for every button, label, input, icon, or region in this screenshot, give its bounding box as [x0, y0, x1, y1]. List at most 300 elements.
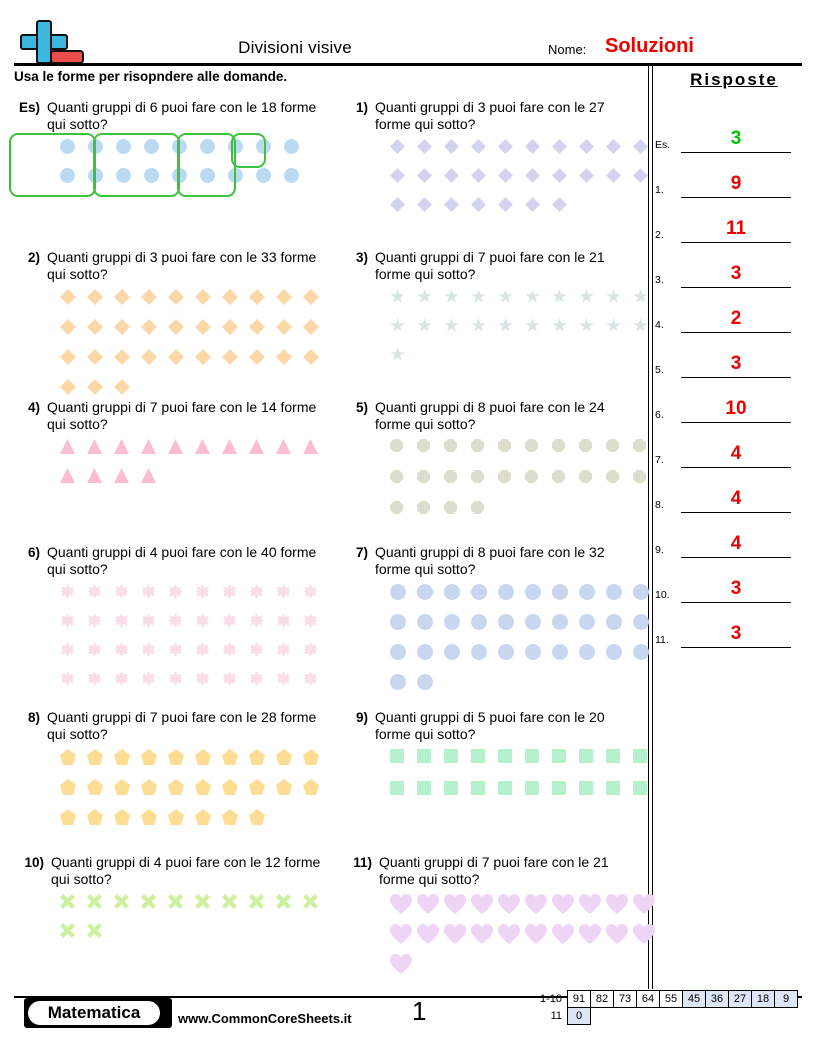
shape-heart	[444, 894, 466, 914]
answer-value: 3	[730, 128, 742, 149]
shape-circle	[471, 614, 487, 630]
scale-cell: 82	[591, 991, 614, 1008]
shape-heart	[417, 924, 439, 944]
shape-star6	[114, 642, 129, 657]
shape-star5	[525, 318, 540, 333]
question-q3	[344, 249, 644, 376]
question-header	[344, 709, 644, 743]
shape-heart	[471, 894, 493, 914]
shape-square	[444, 781, 458, 795]
shape-star6	[222, 584, 237, 599]
shape-triangle	[222, 439, 237, 454]
answer-value: 3	[730, 578, 742, 599]
shape-row	[60, 749, 334, 779]
worksheet-title: Divisioni visive	[238, 38, 352, 57]
shape-diamond	[417, 197, 432, 212]
shape-octagon	[579, 470, 592, 483]
question-header	[344, 544, 644, 578]
shape-octagon	[444, 439, 457, 452]
shape-circle	[284, 139, 299, 154]
shape-circle	[579, 584, 595, 600]
answer-row	[655, 243, 805, 288]
shape-star6	[87, 584, 102, 599]
shape-pentagon	[303, 779, 319, 795]
shape-star5	[579, 289, 594, 304]
shape-circle	[60, 168, 75, 183]
shape-grid	[344, 439, 644, 532]
shape-diamond	[249, 319, 265, 335]
answer-number: 2.	[655, 229, 664, 241]
scale-row-label: 1-10	[539, 993, 562, 1005]
scale-cell: 9	[775, 991, 798, 1008]
shape-square	[525, 749, 539, 763]
shape-diamond	[444, 197, 459, 212]
scale-cell-empty	[637, 1008, 660, 1025]
shape-square	[390, 781, 404, 795]
scale-cell: 18	[752, 991, 775, 1008]
shape-triangle	[141, 468, 156, 483]
shape-cross	[141, 894, 156, 909]
answer-number: 10.	[655, 589, 670, 601]
shape-heart	[471, 924, 493, 944]
shape-pentagon	[141, 749, 157, 765]
shape-circle	[417, 614, 433, 630]
shape-diamond	[168, 319, 184, 335]
question-header	[14, 709, 334, 743]
shape-star5	[606, 318, 621, 333]
shape-diamond	[471, 168, 486, 183]
shape-diamond	[471, 139, 486, 154]
shape-star6	[141, 613, 156, 628]
shape-diamond	[60, 319, 76, 335]
shape-diamond	[498, 168, 513, 183]
shape-diamond	[87, 349, 103, 365]
shape-triangle	[60, 468, 75, 483]
shape-row	[60, 289, 334, 319]
answer-number: 3.	[655, 274, 664, 286]
shape-pentagon	[276, 749, 292, 765]
shape-cross	[87, 894, 102, 909]
shape-star5	[444, 318, 459, 333]
shape-pentagon	[168, 779, 184, 795]
question-label: 8)	[27, 710, 40, 725]
shape-triangle	[87, 468, 102, 483]
shape-circle	[116, 139, 131, 154]
shape-diamond	[498, 139, 513, 154]
shape-cross	[114, 894, 129, 909]
shape-diamond	[60, 289, 76, 305]
shape-diamond	[552, 197, 567, 212]
scale-row	[528, 991, 798, 1008]
shape-diamond	[417, 168, 432, 183]
shape-star5	[417, 289, 432, 304]
answers-list	[655, 108, 805, 648]
shape-pentagon	[60, 749, 76, 765]
shape-circle	[417, 584, 433, 600]
shape-row	[390, 439, 644, 470]
shape-star5	[525, 289, 540, 304]
shape-diamond	[444, 139, 459, 154]
shape-star6	[141, 584, 156, 599]
shape-square	[606, 749, 620, 763]
shape-octagon	[579, 439, 592, 452]
shape-octagon	[444, 470, 457, 483]
shape-heart	[552, 924, 574, 944]
answer-value: 4	[730, 533, 742, 554]
question-text: Quanti gruppi di 7 puoi fare con le 28 forme qui sotto?	[47, 709, 317, 742]
shape-row	[390, 781, 644, 813]
shape-pentagon	[195, 779, 211, 795]
shape-grid	[14, 139, 334, 197]
question-label: 5)	[355, 400, 368, 415]
answer-number: 8.	[655, 499, 664, 511]
shape-diamond	[168, 349, 184, 365]
shape-heart	[390, 894, 412, 914]
shape-circle	[390, 674, 406, 690]
shape-grid	[344, 584, 644, 704]
shape-cross	[60, 923, 75, 938]
shape-heart	[606, 924, 628, 944]
shape-star6	[168, 671, 183, 686]
answer-row	[655, 108, 805, 153]
shape-heart	[579, 924, 601, 944]
shape-star6	[168, 613, 183, 628]
question-header	[344, 399, 644, 433]
shape-row	[390, 347, 644, 376]
shape-star6	[114, 584, 129, 599]
scale-cell: 91	[568, 991, 591, 1008]
shape-grid	[344, 894, 644, 984]
shape-heart	[579, 894, 601, 914]
shape-diamond	[444, 168, 459, 183]
shape-octagon	[444, 501, 457, 514]
question-text: Quanti gruppi di 3 puoi fare con le 33 forme qui sotto?	[47, 249, 317, 282]
answer-row	[655, 378, 805, 423]
answer-value: 3	[730, 623, 742, 644]
shape-diamond	[114, 379, 130, 395]
shape-diamond	[390, 168, 405, 183]
shape-cross	[222, 894, 237, 909]
shape-heart	[525, 894, 547, 914]
shape-row	[390, 318, 644, 347]
shape-circle	[144, 139, 159, 154]
shape-star5	[471, 318, 486, 333]
shape-row	[390, 674, 644, 704]
question-text: Quanti gruppi di 8 puoi fare con le 24 forme qui sotto?	[375, 399, 605, 432]
shape-circle	[116, 168, 131, 183]
shape-circle	[498, 584, 514, 600]
shape-diamond	[195, 349, 211, 365]
shape-circle	[471, 584, 487, 600]
shape-circle	[633, 614, 649, 630]
column-divider	[648, 64, 653, 989]
shape-diamond	[141, 289, 157, 305]
shape-heart	[498, 894, 520, 914]
shape-row	[390, 197, 644, 226]
shape-octagon	[390, 501, 403, 514]
shape-row	[390, 470, 644, 501]
shape-diamond	[303, 349, 319, 365]
answer-row	[655, 423, 805, 468]
shape-cross	[276, 894, 291, 909]
question-text: Quanti gruppi di 6 puoi fare con le 18 forme qui sotto?	[47, 99, 317, 132]
shape-diamond	[114, 319, 130, 335]
shape-star6	[195, 671, 210, 686]
shape-heart	[390, 924, 412, 944]
question-q4	[14, 399, 334, 497]
shape-diamond	[303, 289, 319, 305]
shape-pentagon	[141, 779, 157, 795]
shape-diamond	[633, 168, 648, 183]
grading-scale-table	[528, 990, 798, 1025]
shape-circle	[444, 644, 460, 660]
scale-cell-empty	[729, 1008, 752, 1025]
shape-row	[60, 671, 334, 700]
answer-value: 11	[725, 218, 747, 239]
shape-octagon	[606, 470, 619, 483]
shape-circle	[633, 644, 649, 660]
shape-square	[417, 749, 431, 763]
shape-star6	[276, 642, 291, 657]
shape-row	[390, 501, 644, 532]
shape-octagon	[498, 439, 511, 452]
shape-pentagon	[60, 809, 76, 825]
shape-diamond	[249, 349, 265, 365]
subject-badge	[24, 998, 172, 1028]
shape-cross	[303, 894, 318, 909]
question-text: Quanti gruppi di 8 puoi fare con le 32 forme qui sotto?	[375, 544, 605, 577]
shape-diamond	[141, 319, 157, 335]
shape-pentagon	[168, 809, 184, 825]
shape-heart	[552, 894, 574, 914]
shape-star6	[222, 613, 237, 628]
shape-octagon	[525, 470, 538, 483]
shape-grid	[14, 289, 334, 409]
shape-square	[471, 781, 485, 795]
shape-diamond	[141, 349, 157, 365]
shape-star6	[114, 671, 129, 686]
shape-diamond	[525, 168, 540, 183]
shape-circle	[256, 139, 271, 154]
name-label: Nome:	[548, 42, 587, 57]
shape-diamond	[579, 139, 594, 154]
shape-pentagon	[303, 749, 319, 765]
shape-heart	[390, 954, 412, 974]
shape-square	[552, 781, 566, 795]
shape-star6	[276, 613, 291, 628]
shape-heart	[606, 894, 628, 914]
shape-circle	[417, 674, 433, 690]
shape-pentagon	[222, 779, 238, 795]
shape-diamond	[390, 139, 405, 154]
question-q8	[14, 709, 334, 839]
shape-triangle	[276, 439, 291, 454]
question-header	[14, 544, 334, 578]
shape-circle	[228, 168, 243, 183]
scale-cell: 64	[637, 991, 660, 1008]
instruction-text: Usa le forme per risopndere alle domande.	[14, 69, 288, 84]
shape-circle	[284, 168, 299, 183]
shape-circle	[606, 644, 622, 660]
scale-cell: 55	[660, 991, 683, 1008]
answer-number: 7.	[655, 454, 664, 466]
scale-cell-empty	[591, 1008, 614, 1025]
shape-triangle	[114, 468, 129, 483]
scale-cell-empty	[614, 1008, 637, 1025]
page-header	[0, 0, 816, 64]
shape-star5	[633, 318, 648, 333]
question-header	[14, 399, 334, 433]
shape-octagon	[552, 439, 565, 452]
shape-pentagon	[222, 809, 238, 825]
shape-star6	[195, 584, 210, 599]
shape-diamond	[60, 349, 76, 365]
shape-circle	[228, 139, 243, 154]
shape-star5	[552, 289, 567, 304]
shape-star6	[249, 584, 264, 599]
shape-circle	[256, 168, 271, 183]
shape-star6	[303, 642, 318, 657]
answer-row	[655, 468, 805, 513]
shape-grid	[344, 139, 644, 226]
question-es	[14, 99, 334, 197]
shape-star6	[276, 671, 291, 686]
shape-diamond	[417, 139, 432, 154]
question-label: 1)	[355, 100, 368, 115]
answer-row	[655, 333, 805, 378]
shape-circle	[444, 584, 460, 600]
shape-star6	[276, 584, 291, 599]
shape-circle	[417, 644, 433, 660]
question-label: 11)	[353, 855, 372, 870]
answer-blank-line[interactable]	[681, 646, 791, 648]
shape-grid	[344, 749, 644, 813]
shape-octagon	[471, 439, 484, 452]
shape-pentagon	[87, 779, 103, 795]
question-label: Es)	[18, 100, 40, 115]
shape-diamond	[276, 319, 292, 335]
shape-row	[60, 613, 334, 642]
question-q11	[344, 854, 644, 984]
answer-value: 3	[730, 263, 742, 284]
question-q1	[344, 99, 644, 226]
shape-star5	[498, 289, 513, 304]
scale-cell: 73	[614, 991, 637, 1008]
shape-star5	[444, 289, 459, 304]
answers-panel-title: Risposte	[690, 70, 778, 89]
shape-star6	[60, 671, 75, 686]
shape-circle	[144, 168, 159, 183]
shape-circle	[88, 139, 103, 154]
shape-diamond	[168, 289, 184, 305]
scale-cell: 36	[706, 991, 729, 1008]
shape-diamond	[552, 139, 567, 154]
question-label: 3)	[355, 250, 368, 265]
shape-triangle	[87, 439, 102, 454]
shape-star6	[249, 613, 264, 628]
answer-number: 9.	[655, 544, 664, 556]
shape-star6	[303, 584, 318, 599]
answer-number: 4.	[655, 319, 664, 331]
shape-star5	[606, 289, 621, 304]
shape-square	[390, 749, 404, 763]
question-header	[14, 854, 334, 888]
shape-row	[60, 894, 334, 923]
shape-circle	[88, 168, 103, 183]
shape-square	[498, 749, 512, 763]
shape-circle	[172, 168, 187, 183]
shape-square	[525, 781, 539, 795]
shape-circle	[525, 584, 541, 600]
shape-pentagon	[195, 749, 211, 765]
scale-cell-empty	[683, 1008, 706, 1025]
scale-cell-empty	[660, 1008, 683, 1025]
shape-diamond	[249, 289, 265, 305]
shape-pentagon	[87, 749, 103, 765]
site-url: www.CommonCoreSheets.it	[178, 1011, 352, 1026]
shape-star5	[579, 318, 594, 333]
shape-star6	[249, 671, 264, 686]
shape-triangle	[168, 439, 183, 454]
scale-row	[528, 1008, 798, 1025]
shape-grid	[14, 749, 334, 839]
shape-circle	[471, 644, 487, 660]
shape-circle	[579, 644, 595, 660]
shape-diamond	[222, 289, 238, 305]
shape-star6	[87, 671, 102, 686]
question-q7	[344, 544, 644, 704]
question-header	[14, 249, 334, 283]
shape-circle	[444, 614, 460, 630]
shape-circle	[606, 584, 622, 600]
name-value: Soluzioni	[605, 35, 694, 57]
shape-square	[633, 781, 647, 795]
shape-star6	[168, 642, 183, 657]
shape-diamond	[195, 289, 211, 305]
shape-diamond	[579, 168, 594, 183]
shape-diamond	[87, 379, 103, 395]
shape-star6	[249, 642, 264, 657]
shape-diamond	[606, 139, 621, 154]
shape-heart	[444, 924, 466, 944]
question-q9	[344, 709, 644, 813]
shape-grid	[14, 439, 334, 497]
shape-row	[60, 809, 334, 839]
shape-row	[60, 642, 334, 671]
shape-octagon	[552, 470, 565, 483]
shape-row	[60, 923, 334, 952]
shape-pentagon	[87, 809, 103, 825]
question-q6	[14, 544, 334, 700]
shape-circle	[552, 644, 568, 660]
answer-value: 2	[730, 308, 742, 329]
answer-number: 1.	[655, 184, 664, 196]
shape-diamond	[60, 379, 76, 395]
header-divider	[14, 63, 802, 66]
grading-scale	[528, 990, 798, 1025]
shape-row	[60, 439, 334, 468]
question-text: Quanti gruppi di 7 puoi fare con le 21 forme qui sotto?	[375, 249, 605, 282]
shape-row	[390, 644, 644, 674]
shape-circle	[200, 139, 215, 154]
shape-star6	[60, 642, 75, 657]
question-text: Quanti gruppi di 4 puoi fare con le 12 forme qui sotto?	[51, 854, 321, 887]
shape-pentagon	[114, 749, 130, 765]
shape-diamond	[276, 349, 292, 365]
shape-pentagon	[222, 749, 238, 765]
shape-diamond	[471, 197, 486, 212]
shape-star6	[114, 613, 129, 628]
